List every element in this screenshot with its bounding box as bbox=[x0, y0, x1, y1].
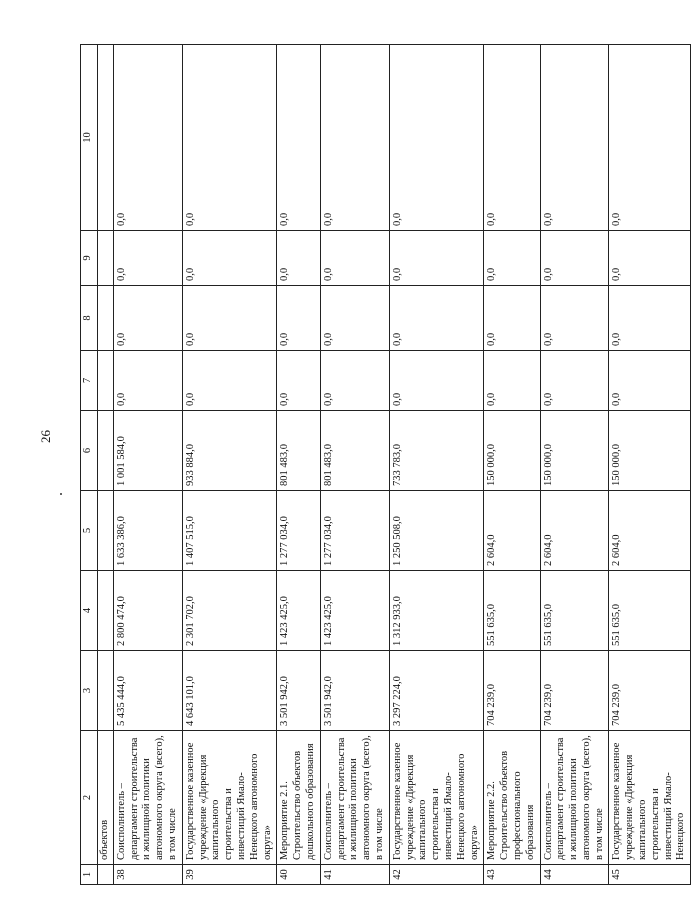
value-cell: 150 000,0 bbox=[540, 411, 609, 491]
value-cell: 2 604,0 bbox=[540, 491, 609, 571]
value-cell: 1 250 508,0 bbox=[389, 491, 484, 571]
value-cell: 551 635,0 bbox=[540, 571, 609, 651]
table-row bbox=[389, 45, 484, 885]
value-cell: 0,0 bbox=[484, 231, 540, 286]
value-cell: 2 604,0 bbox=[609, 491, 691, 571]
row-number: 41 bbox=[320, 865, 389, 885]
value-cell: 0,0 bbox=[277, 45, 320, 231]
value-cell: 0,0 bbox=[389, 351, 484, 411]
table-row bbox=[113, 45, 182, 885]
value-cell: 0,0 bbox=[609, 286, 691, 351]
value-cell: 0,0 bbox=[182, 286, 277, 351]
row-number: 44 bbox=[540, 865, 609, 885]
row-description: Государственное казенное учреждение «Дирекция капитального строительства и инвестиций Ямало-Ненецкого bbox=[609, 731, 691, 865]
column-number: 4 bbox=[81, 571, 98, 651]
value-cell: 0,0 bbox=[320, 45, 389, 231]
row-number: 40 bbox=[277, 865, 320, 885]
value-cell: 704 239,0 bbox=[609, 651, 691, 731]
table-row bbox=[540, 45, 609, 885]
value-cell: 5 435 444,0 bbox=[113, 651, 182, 731]
value-cell: 0,0 bbox=[113, 351, 182, 411]
continuation-text: объектов bbox=[98, 731, 114, 865]
column-number: 2 bbox=[81, 731, 98, 865]
value-cell: 0,0 bbox=[320, 231, 389, 286]
value-cell: 933 884,0 bbox=[182, 411, 277, 491]
table-row bbox=[277, 45, 320, 885]
row-description: Соисполнитель – департамент строительства и жилищной политики автономного округа (всего), в том числе bbox=[320, 731, 389, 865]
value-cell: 0,0 bbox=[182, 351, 277, 411]
value-cell: 0,0 bbox=[113, 231, 182, 286]
table-cell bbox=[98, 651, 114, 731]
value-cell: 1 423 425,0 bbox=[277, 571, 320, 651]
value-cell: 0,0 bbox=[540, 231, 609, 286]
value-cell: 1 423 425,0 bbox=[320, 571, 389, 651]
value-cell: 2 604,0 bbox=[484, 491, 540, 571]
column-number-row bbox=[81, 45, 98, 885]
value-cell: 1 407 515,0 bbox=[182, 491, 277, 571]
table-cell bbox=[98, 571, 114, 651]
column-number: 3 bbox=[81, 651, 98, 731]
column-number: 6 bbox=[81, 411, 98, 491]
row-description: Государственное казенное учреждение «Дирекция капитального строительства и инвестиций Ямало-Ненецкого автономного округа» bbox=[389, 731, 484, 865]
value-cell: 2 301 702,0 bbox=[182, 571, 277, 651]
value-cell: 0,0 bbox=[182, 231, 277, 286]
value-cell: 0,0 bbox=[609, 231, 691, 286]
table-cell bbox=[98, 865, 114, 885]
value-cell: 0,0 bbox=[320, 351, 389, 411]
value-cell: 150 000,0 bbox=[609, 411, 691, 491]
value-cell: 0,0 bbox=[609, 45, 691, 231]
value-cell: 1 312 933,0 bbox=[389, 571, 484, 651]
table-row bbox=[609, 45, 691, 885]
value-cell: 0,0 bbox=[540, 45, 609, 231]
value-cell: 1 277 034,0 bbox=[320, 491, 389, 571]
value-cell: 1 277 034,0 bbox=[277, 491, 320, 571]
row-description: Мероприятие 2.2. Строительство объектов профессионального образования bbox=[484, 731, 540, 865]
column-number: 10 bbox=[81, 45, 98, 231]
value-cell: 0,0 bbox=[389, 231, 484, 286]
value-cell: 0,0 bbox=[609, 351, 691, 411]
value-cell: 3 501 942,0 bbox=[277, 651, 320, 731]
table-row bbox=[182, 45, 277, 885]
table-cell bbox=[98, 45, 114, 231]
value-cell: 0,0 bbox=[540, 351, 609, 411]
value-cell: 3 297 224,0 bbox=[389, 651, 484, 731]
value-cell: 1 633 386,0 bbox=[113, 491, 182, 571]
value-cell: 801 483,0 bbox=[320, 411, 389, 491]
value-cell: 704 239,0 bbox=[484, 651, 540, 731]
row-description: Государственное казенное учреждение «Дирекция капитального строительства и инвестиций Ямало-Ненецкого автономного округа» bbox=[182, 731, 277, 865]
budget-table bbox=[80, 44, 691, 885]
value-cell: 0,0 bbox=[484, 286, 540, 351]
value-cell: 0,0 bbox=[277, 286, 320, 351]
value-cell: 150 000,0 bbox=[484, 411, 540, 491]
column-number: 5 bbox=[81, 491, 98, 571]
table-row bbox=[484, 45, 540, 885]
row-number: 38 bbox=[113, 865, 182, 885]
value-cell: 0,0 bbox=[389, 45, 484, 231]
value-cell: 0,0 bbox=[277, 351, 320, 411]
row-number: 39 bbox=[182, 865, 277, 885]
table-cell bbox=[98, 411, 114, 491]
column-number: 1 bbox=[81, 865, 98, 885]
column-number: 7 bbox=[81, 351, 98, 411]
continuation-row bbox=[98, 45, 114, 885]
row-number: 45 bbox=[609, 865, 691, 885]
value-cell: 551 635,0 bbox=[484, 571, 540, 651]
value-cell: 733 783,0 bbox=[389, 411, 484, 491]
value-cell: 0,0 bbox=[277, 231, 320, 286]
row-description: Мероприятие 2.1. Строительство объектов дошкольного образования bbox=[277, 731, 320, 865]
table-cell bbox=[98, 491, 114, 571]
value-cell: 0,0 bbox=[182, 45, 277, 231]
value-cell: 704 239,0 bbox=[540, 651, 609, 731]
value-cell: 3 501 942,0 bbox=[320, 651, 389, 731]
value-cell: 0,0 bbox=[389, 286, 484, 351]
row-number: 42 bbox=[389, 865, 484, 885]
value-cell: 551 635,0 bbox=[609, 571, 691, 651]
column-number: 8 bbox=[81, 286, 98, 351]
value-cell: 0,0 bbox=[484, 351, 540, 411]
row-number: 43 bbox=[484, 865, 540, 885]
value-cell: 0,0 bbox=[113, 45, 182, 231]
value-cell: 801 483,0 bbox=[277, 411, 320, 491]
table-cell bbox=[98, 231, 114, 286]
value-cell: 0,0 bbox=[113, 286, 182, 351]
table-cell bbox=[98, 351, 114, 411]
value-cell: 1 001 584,0 bbox=[113, 411, 182, 491]
row-description: Соисполнитель – департамент строительства и жилищной политики автономного округа (всего), в том числе bbox=[540, 731, 609, 865]
value-cell: 0,0 bbox=[540, 286, 609, 351]
value-cell: 4 643 101,0 bbox=[182, 651, 277, 731]
page-number: 26 bbox=[38, 430, 53, 443]
value-cell: 0,0 bbox=[484, 45, 540, 231]
scan-speck bbox=[60, 493, 62, 495]
table-row bbox=[320, 45, 389, 885]
table-cell bbox=[98, 286, 114, 351]
value-cell: 0,0 bbox=[320, 286, 389, 351]
column-number: 9 bbox=[81, 231, 98, 286]
row-description: Соисполнитель – департамент строительства и жилищной политики автономного округа (всего), в том числе bbox=[113, 731, 182, 865]
value-cell: 2 800 474,0 bbox=[113, 571, 182, 651]
budget-table-rotated bbox=[80, 45, 687, 885]
